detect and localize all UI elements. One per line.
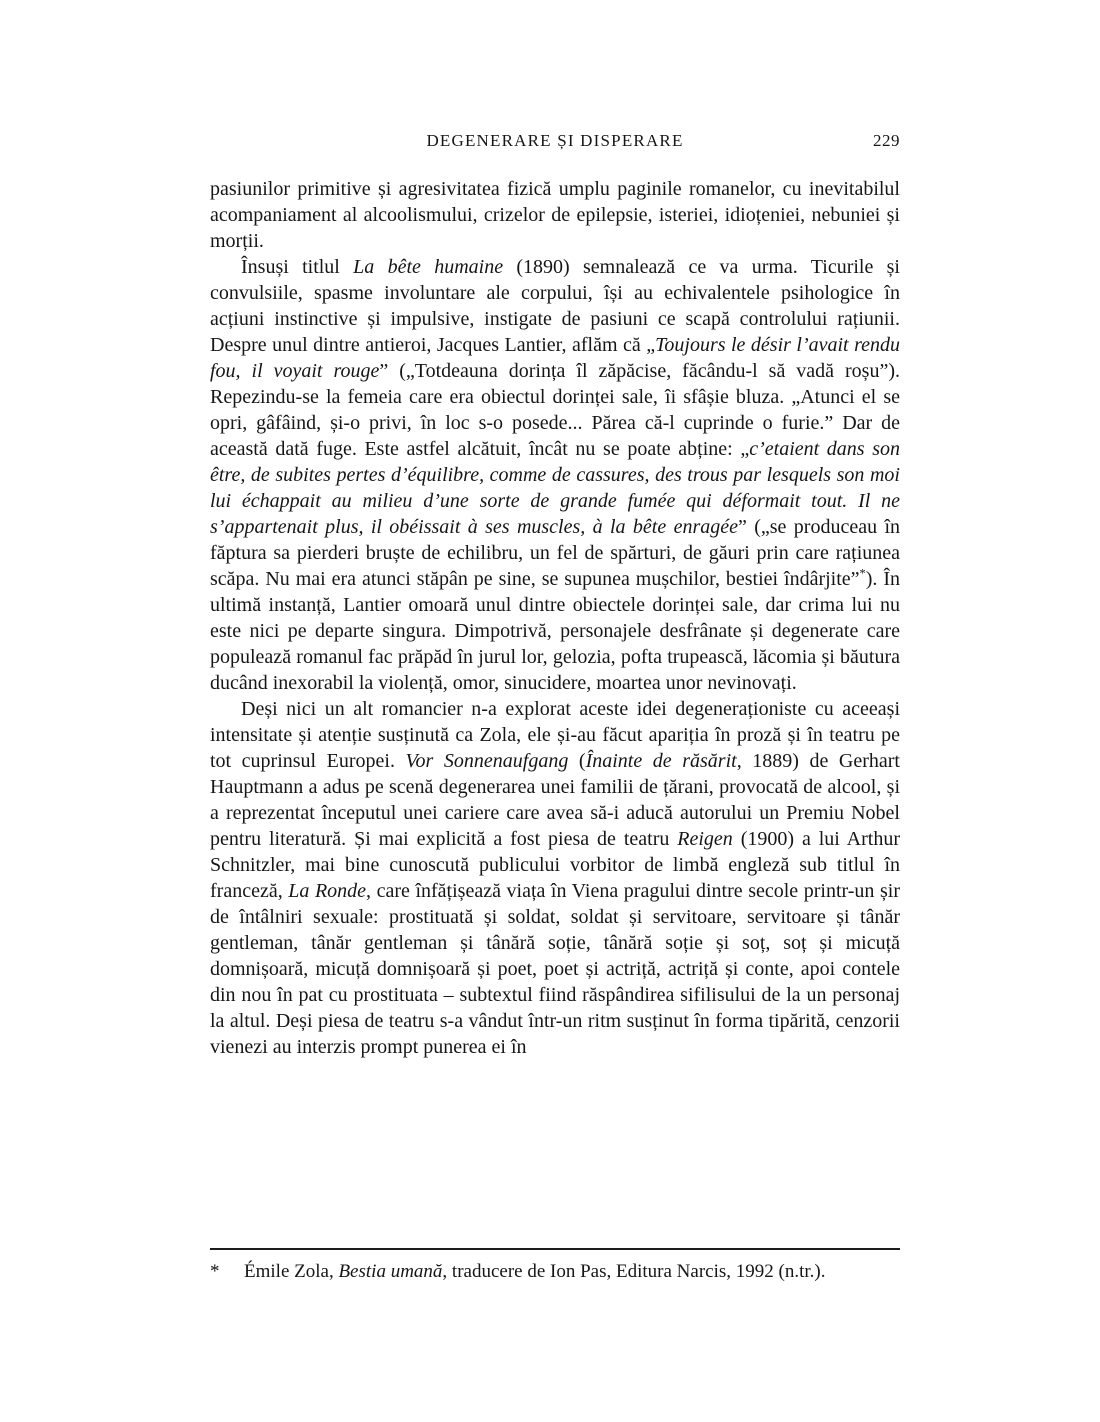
text-run: , 1889) de Gerhart Hauptmann a adus pe scenă degenerarea unei familii de țărani, provocată de alcool, și a reprezentat începutul unei cariere care avea să-i aducă autorului un Premiu Nobel pentru literatură. Și mai explicită a fost piesa de teatru — [210, 750, 900, 850]
footnote-marker: * — [210, 1261, 220, 1282]
italic-text-run: Înainte de răsărit — [585, 750, 737, 772]
text-run: Deși nici un alt romancier n-a explorat aceste idei degeneraționiste cu aceeași intensitate și atenție susținută ca Zola, ele și-au făcut apariția în proză și în teatru pe tot cuprinsul Europei. — [210, 698, 900, 772]
page-header — [210, 131, 900, 155]
italic-text-run: Bestia umană — [338, 1261, 443, 1282]
text-run: ” („se produceau în făptura sa pierderi bruște de echilibru, un fel de spărturi, de găuri prin care rațiunea scăpa. Nu mai era atunci stăpân pe sine, se supunea mușchilor, bestiei îndârjite” — [210, 516, 901, 590]
italic-text-run: Vor Sonnenaufgang — [405, 750, 569, 772]
text-run: (1900) a lui Arthur Schnitzler, mai bine cunoscută publicului vorbitor de limbă engleză sub titlul în franceză, — [210, 828, 900, 902]
footnote-reference: * — [859, 566, 866, 581]
footnote-row — [210, 1259, 900, 1285]
text-run: , traducere de Ion Pas, Editura Narcis, 1992 (n.tr.). — [442, 1261, 826, 1282]
text-run: Émile Zola, — [244, 1261, 339, 1282]
italic-text-run: c’etaient dans son être, de subites pertes d’équilibre, comme de cassures, des trous par lesquels son moi lui échappait au milieu d’une sorte de grande fumée qui déformait tout. Il ne s’appartenait plus, il obéissait à ses muscles, à la bête enragée — [210, 438, 901, 538]
paragraph — [210, 176, 900, 254]
italic-text-run: Toujours le désir l’avait rendu fou, il voyait rouge — [210, 334, 901, 382]
text-run: (1890) semnalează ce va urma. Ticurile și convulsiile, spasme involuntare ale corpului, își au echivalentele psihologice în acțiuni instinctive și impulsive, instigate de pasiuni ce scapă controlului rațiunii. Despre unul dintre antieroi, Jacques Lantier, aflăm că „ — [210, 256, 900, 356]
text-run: Însuși titlul — [241, 256, 354, 278]
italic-text-run: La bête humaine — [353, 256, 504, 278]
body-text — [210, 176, 900, 1060]
running-title: DEGENERARE ȘI DISPERARE — [426, 131, 684, 150]
text-run: ). În ultimă instanță, Lantier omoară unul dintre obiectele dorinței sale, dar crima lui nu este nici pe departe singura. Dimpotrivă, personajele desfrânate și degenerate care populează romanul fac prăpăd în jurul lor, gelozia, pofta trupească, lăcomia și băutura ducând inexorabil la violență, omor, sinucidere, moartea unor nevinovați. — [210, 568, 900, 694]
paragraph — [210, 696, 900, 1060]
italic-text-run: La Ronde — [288, 880, 367, 902]
footnote — [210, 1248, 900, 1285]
text-run: ( — [568, 750, 586, 772]
footnote-rule — [210, 1248, 900, 1250]
text-run: , care înfățișează viața în Viena pragului dintre secole printr-un șir de întâlniri sexuale: prostituată și soldat, soldat și servitoare, servitoare și tânăr gentleman, tânăr gentleman și tânără soție, tânără soție și soț, soț și micuță domnișoară, micuță domnișoară și poet, poet și actriță, actriță și conte, apoi contele din nou în pat cu prostituata – subtextul fiind răspândirea sifilisului de la un personaj la altul. Deși piesa de teatru s-a vândut într-un ritm susținut în forma tipărită, cenzorii vienezi au interzis prompt punerea ei în — [210, 880, 900, 1058]
footnote-text — [244, 1259, 900, 1285]
page-number: 229 — [873, 131, 900, 150]
paragraph — [210, 254, 900, 696]
italic-text-run: Reigen — [677, 828, 733, 850]
text-run: ” („Totdeauna dorința îl zăpăcise, făcându-l să vadă roșu”). Repezindu-se la femeia care era obiectul dorinței sale, îi sfâșie bluza. „Atunci el se opri, gâfâind, și-o privi, în loc s-o posede... Părea că-l cuprinde o furie.” Dar de această dată fuge. Este astfel alcătuit, încât nu se poate abține: „ — [210, 360, 900, 460]
text-run: pasiunilor primitive și agresivitatea fizică umplu paginile romanelor, cu inevitabilul acompaniament al alcoolismului, crizelor de epilepsie, isteriei, idioțeniei, nebuniei și morții. — [210, 178, 900, 252]
